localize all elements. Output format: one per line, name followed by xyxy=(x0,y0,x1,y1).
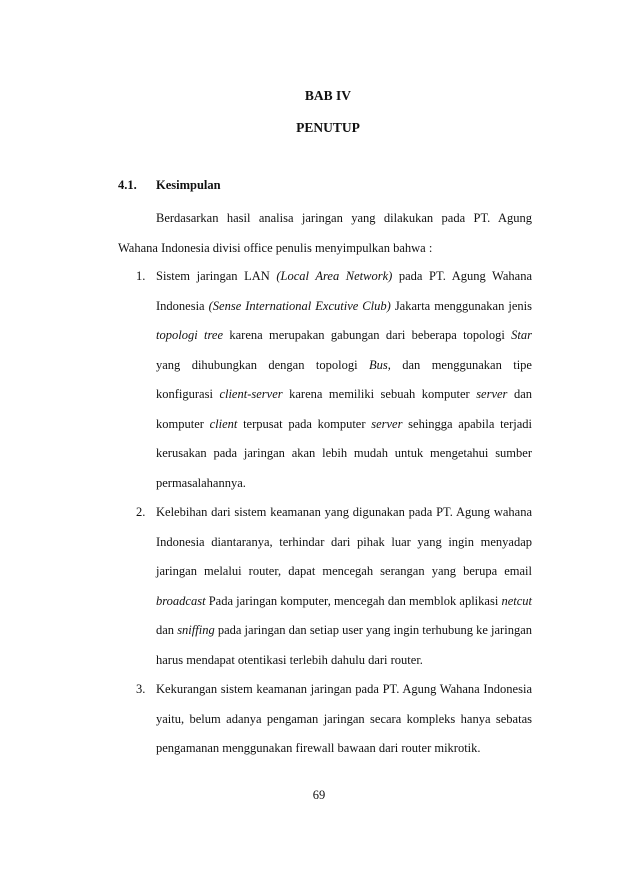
list-item xyxy=(118,262,532,498)
list-item-number: 2. xyxy=(136,505,146,519)
list-item-number: 3. xyxy=(136,682,146,696)
conclusion-list xyxy=(118,262,532,764)
text-segment: pada jaringan dan setiap user yang ingin terhubung ke jaringan harus mendapat otentikasi terlebih dahulu dari router. xyxy=(156,623,532,667)
italic-term: Bus, xyxy=(368,357,391,372)
intro-paragraph: Berdasarkan hasil analisa jaringan yang dilakukan pada PT. Agung Wahana Indonesia divisi office penulis menyimpulkan bahwa : xyxy=(118,211,532,255)
italic-term: broadcast xyxy=(156,593,206,608)
text-segment: dan xyxy=(156,623,178,637)
list-item-number: 1. xyxy=(136,269,146,283)
italic-term: client-server xyxy=(219,387,283,401)
text-segment: karena memiliki sebuah komputer xyxy=(282,387,477,401)
italic-term: server xyxy=(476,387,508,401)
text-segment: sehingga apabila terjadi kerusakan pada jaringan akan lebih mudah untuk mengetahui sumber permasalahannya. xyxy=(156,416,532,490)
italic-term: netcut xyxy=(501,593,532,608)
section-heading xyxy=(118,178,221,193)
chapter-number: BAB IV xyxy=(304,88,352,103)
text-segment: Jakarta menggunakan jenis xyxy=(390,298,532,313)
text-segment: Pada jaringan komputer, mencegah dan memblok aplikasi xyxy=(205,593,502,608)
list-item xyxy=(118,498,532,675)
italic-term: topologi tree xyxy=(156,328,223,342)
text-segment: dan menggunakan tipe konfigurasi xyxy=(156,357,532,401)
section-number: 4.1. xyxy=(118,178,137,192)
text-segment: Kelebihan dari sistem keamanan yang digunakan pada PT. Agung wahana Indonesia diantaranya, terhindar dari pihak luar yang ingin menyadap jaringan melalui router, dapat mencegah serangan yang berupa email xyxy=(156,505,532,578)
italic-term: (Sense International Excutive Club) xyxy=(208,298,391,313)
list-item xyxy=(118,675,532,764)
italic-term: (Local Area Network) xyxy=(276,269,393,283)
text-segment: terpusat pada komputer xyxy=(237,416,372,431)
list-item-text xyxy=(156,269,532,490)
section-title: Kesimpulan xyxy=(156,178,221,192)
text-segment: karena merupakan gabungan dari beberapa topologi xyxy=(223,328,512,342)
chapter-title: PENUTUP xyxy=(296,120,360,135)
text-segment: yang dihubungkan dengan topologi xyxy=(156,357,369,372)
italic-term: server xyxy=(371,416,403,431)
italic-term: client xyxy=(209,416,238,431)
text-segment: Kekurangan sistem keamanan jaringan pada PT. Agung Wahana Indonesia yaitu, belum adanya pengaman jaringan secara kompleks hanya sebatas pengamanan menggunakan firewall bawaan dari router mikrotik. xyxy=(156,682,532,755)
text-segment: pada PT. Agung Wahana Indonesia xyxy=(156,269,533,313)
text-segment: Sistem jaringan LAN xyxy=(156,269,277,283)
italic-term: sniffing xyxy=(177,623,215,637)
list-item-text xyxy=(156,682,532,755)
italic-term: Star xyxy=(511,328,532,342)
list-item-text xyxy=(156,505,532,667)
text-segment: dan komputer xyxy=(156,387,532,431)
page-number: 69 xyxy=(312,788,326,802)
